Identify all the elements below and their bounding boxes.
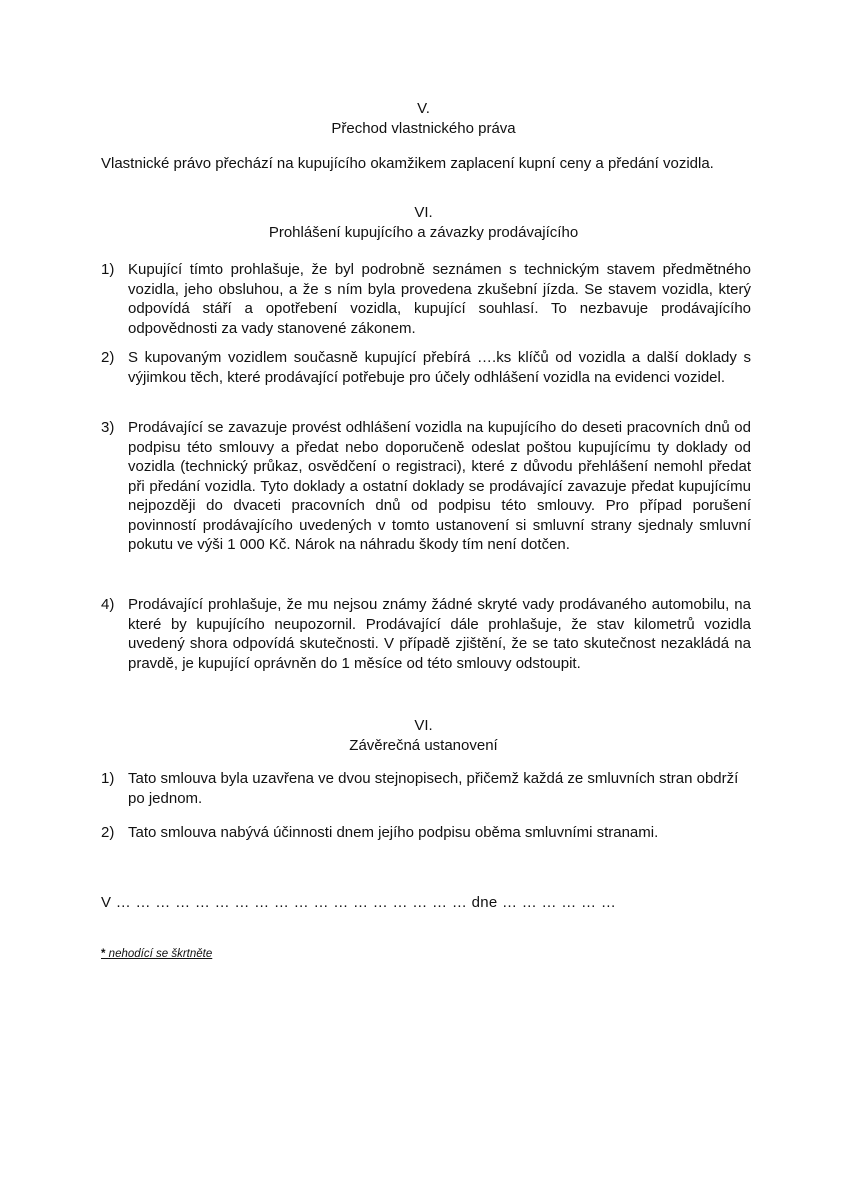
section-6-title: Prohlášení kupujícího a závazky prodávajícího	[268, 223, 579, 241]
item-number: 4)	[101, 596, 115, 613]
section-7-title: Závěrečná ustanovení	[349, 736, 498, 754]
signature-place-date-line: V … … … … … … … … … … … … … … … … … … dne … … … … … …	[101, 894, 617, 911]
item-number: 3)	[101, 419, 115, 436]
item-text: Prodávající se zavazuje provést odhlášení vozidla na kupujícího do deseti pracovních dnů od podpisu této smlouvy a předat nebo doporučeně odeslat poštou kupujícímu ty doklady od vozidla (technický průkaz, osvědčení o registraci), které z důvodu přehlášení nemohl předat při předání vozidla. Tyto doklady a ostatní doklady se prodávající zavazuje předat kupujícímu nejpozději do dvaceti pracovních dnů od podpisu této smlouvy. Pro případ porušení povinností prodávajícího uvedených v tomto ustanovení si smluvní strany sjednaly smluvní pokutu ve výši 1 000 Kč. Nárok na náhradu škody tím není dotčen.	[128, 419, 751, 553]
section-5-title: Přechod vlastnického práva	[331, 119, 516, 137]
item-text: Tato smlouva byla uzavřena ve dvou stejnopisech, přičemž každá ze smluvních stran obdrží po jednom.	[128, 770, 739, 807]
section-6-heading	[0, 203, 847, 242]
footnote	[101, 945, 212, 965]
section-6-number: VI.	[414, 204, 433, 221]
section-6-item-4	[101, 595, 751, 673]
item-number: 1)	[101, 261, 115, 278]
section-6-item-3	[101, 418, 751, 555]
section-5-text: Vlastnické právo přechází na kupujícího okamžikem zaplacení kupní ceny a předání vozidla.	[101, 155, 714, 172]
section-6-item-2	[101, 348, 751, 387]
item-number: 2)	[101, 824, 115, 841]
section-7-item-2	[101, 823, 751, 843]
section-7-item-1	[101, 769, 751, 808]
section-7-heading	[0, 716, 847, 755]
footnote-star: *	[101, 948, 106, 960]
item-text: Tato smlouva nabývá účinnosti dnem jejího podpisu oběma smluvními stranami.	[128, 824, 659, 841]
item-number: 2)	[101, 349, 115, 366]
footnote-text: nehodící se škrtněte	[105, 948, 213, 960]
item-text: Kupující tímto prohlašuje, že byl podrobně seznámen s technickým stavem předmětného vozidla, jeho obsluhou, a že s ním byla provedena zkušební jízda. Se stavem vozidla, který odpovídá stáří a opotřebení vozidla, kupující souhlasí. To nezbavuje prodávajícího odpovědnosti za vady stanovené zákonem.	[128, 261, 751, 337]
section-5-heading	[0, 99, 847, 138]
item-text: Prodávající prohlašuje, že mu nejsou známy žádné skryté vady prodávaného automobilu, na které by kupujícího neupozornil. Prodávající dále prohlašuje, že stav kilometrů vozidla uvedený shora odpovídá skutečnosti. V případě zjištění, že se tato skutečnost nezakládá na pravdě, je kupující oprávněn do 1 měsíce od této smlouvy odstoupit.	[128, 596, 751, 672]
section-7-number: VI.	[414, 717, 433, 734]
section-6-item-1	[101, 260, 751, 338]
item-text: S kupovaným vozidlem současně kupující přebírá ….ks klíčů od vozidla a další doklady s výjimkou těch, které prodávající potřebuje pro účely odhlášení vozidla na evidenci vozidel.	[128, 349, 751, 386]
item-number: 1)	[101, 770, 115, 787]
section-5-number: V.	[417, 100, 430, 117]
